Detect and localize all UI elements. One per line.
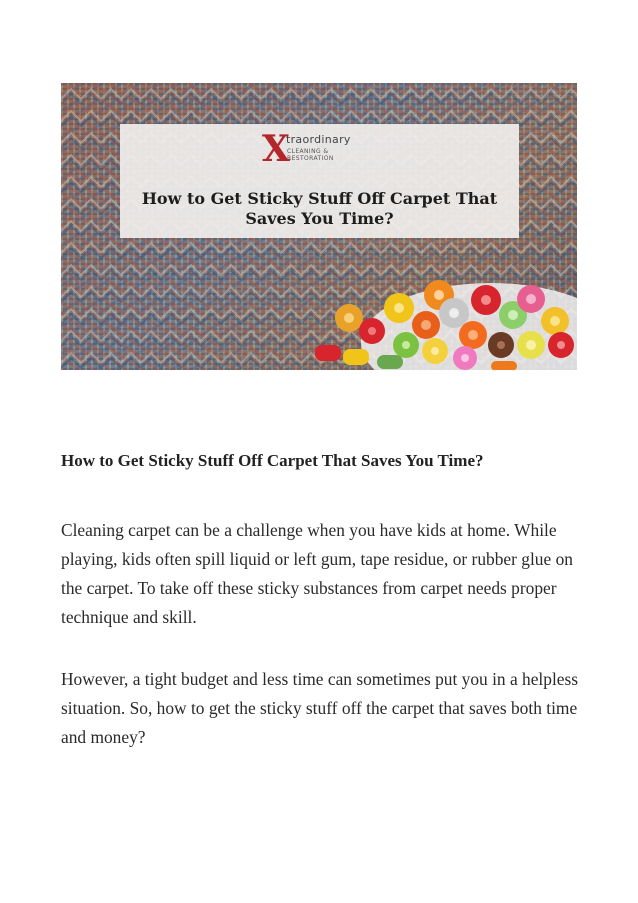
hero-title-line-1: How to Get Sticky Stuff Off Carpet That	[141, 189, 498, 208]
hero-image	[61, 83, 577, 370]
article-paragraph-2: However, a tight budget and less time can sometimes put you in a helpless situation. So, how to get the sticky stuff off the carpet that saves both time and money?	[61, 669, 579, 747]
logo-wordmark: traordinary	[286, 133, 351, 146]
logo-subtitle-line-1: CLEANING &	[287, 148, 329, 155]
logo-x-mark: X	[262, 128, 290, 170]
article-paragraph-1: Cleaning carpet can be a challenge when you have kids at home. While playing, kids often spill liquid or left gum, tape residue, or rubber glue on the carpet. To take off these sticky substances from carpet needs proper technique and skill.	[61, 520, 573, 627]
candy-pile	[61, 83, 577, 370]
logo-subtitle-line-2: RESTORATION	[287, 155, 334, 162]
hero-title-line-2: Saves You Time?	[245, 209, 394, 228]
article-heading: How to Get Sticky Stuff Off Carpet That Saves You Time?	[61, 451, 484, 470]
